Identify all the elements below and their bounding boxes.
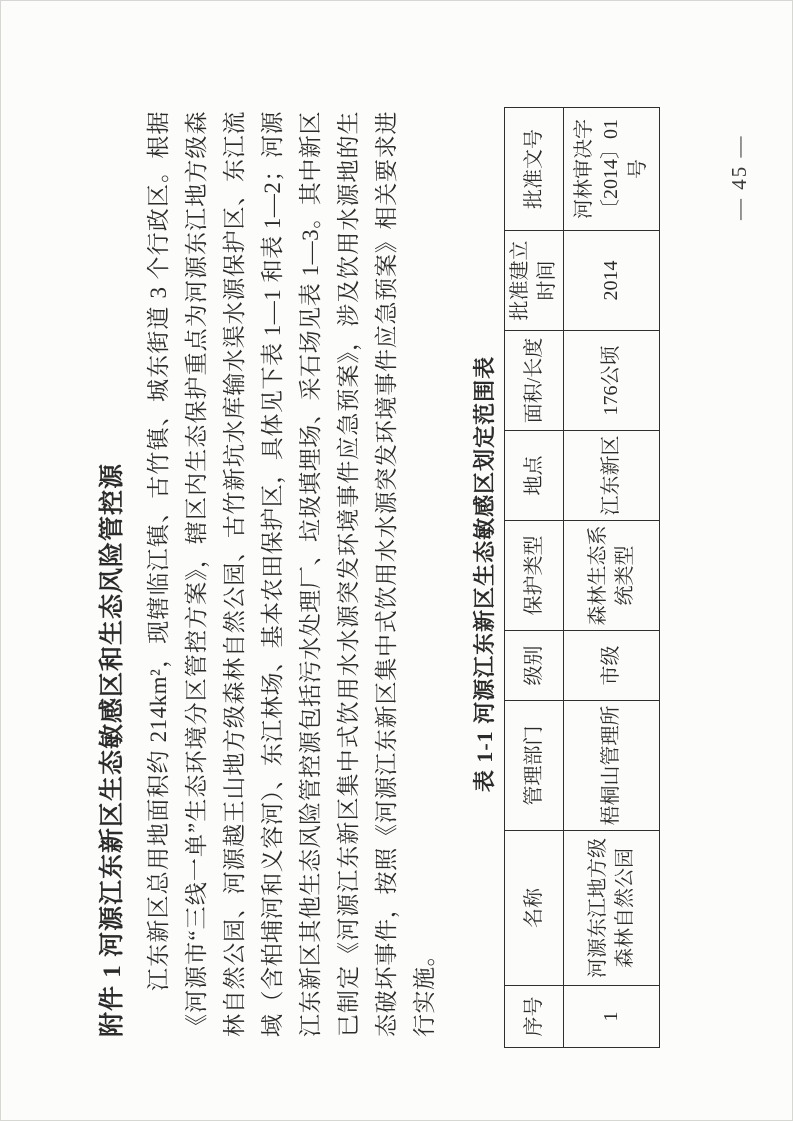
cell-approval-doc: 河林审决字〔2014〕01号 (564, 108, 660, 231)
cell-type: 森林生态系统类型 (564, 521, 660, 631)
cell-dept: 梧桐山管理所 (564, 701, 660, 831)
table-row (564, 108, 660, 1048)
column-header-dept: 管理部门 (505, 701, 564, 831)
column-header-location: 地点 (505, 431, 564, 521)
column-header-approval-doc: 批准文号 (505, 108, 564, 231)
column-header-area: 面积/长度 (505, 331, 564, 431)
table-header-row (505, 108, 564, 1048)
table-caption: 表 1-1 河源江东新区生态敏感区划定范围表 (472, 355, 498, 793)
column-header-approval-time: 批准建立时间 (505, 231, 564, 331)
column-header-seq: 序号 (505, 986, 564, 1048)
page-number: — 45 — (727, 134, 751, 220)
body-paragraph: 江东新区总用地面积约 214km²，现辖临江镇、古竹镇、城东街道 3 个行政区。根据《河源市“三线一单”生态环境分区管控方案》，辖区内生态保护重点为河源东江地方级森林自然公园、河源越王山地方级森林自然公园、古竹新坑水库输水渠水源保护区、东江流域（含柏埔河和义容河）、东江林场、基本农田保护区，具体见下表 1—1 和表 1—2；河源江东新区其他生态风险管控源包括污水处理厂、垃圾填埋场、采石场见表 1—3。其中新区已制定《河源江东新区集中式饮用水水源突发环境事件应急预案》，涉及饮用水源地的生态破坏事件，按照《河源江东新区集中式饮用水水源突发环境事件应急预案》相关要求进行实施。 (146, 111, 438, 1037)
cell-area: 176公顷 (564, 331, 660, 431)
rotated-page-content (1, 1, 793, 1121)
cell-approval-time: 2014 (564, 231, 660, 331)
column-header-type: 保护类型 (505, 521, 564, 631)
sensitive-area-table (504, 107, 660, 1048)
column-header-level: 级别 (505, 631, 564, 701)
cell-level: 市级 (564, 631, 660, 701)
cell-name: 河源东江地方级森林自然公园 (564, 831, 660, 986)
cell-location: 江东新区 (564, 431, 660, 521)
attachment-heading: 附件 1 河源江东新区生态敏感区和生态风险管控源 (99, 462, 126, 1037)
column-header-name: 名称 (505, 831, 564, 986)
cell-seq: 1 (564, 986, 660, 1048)
